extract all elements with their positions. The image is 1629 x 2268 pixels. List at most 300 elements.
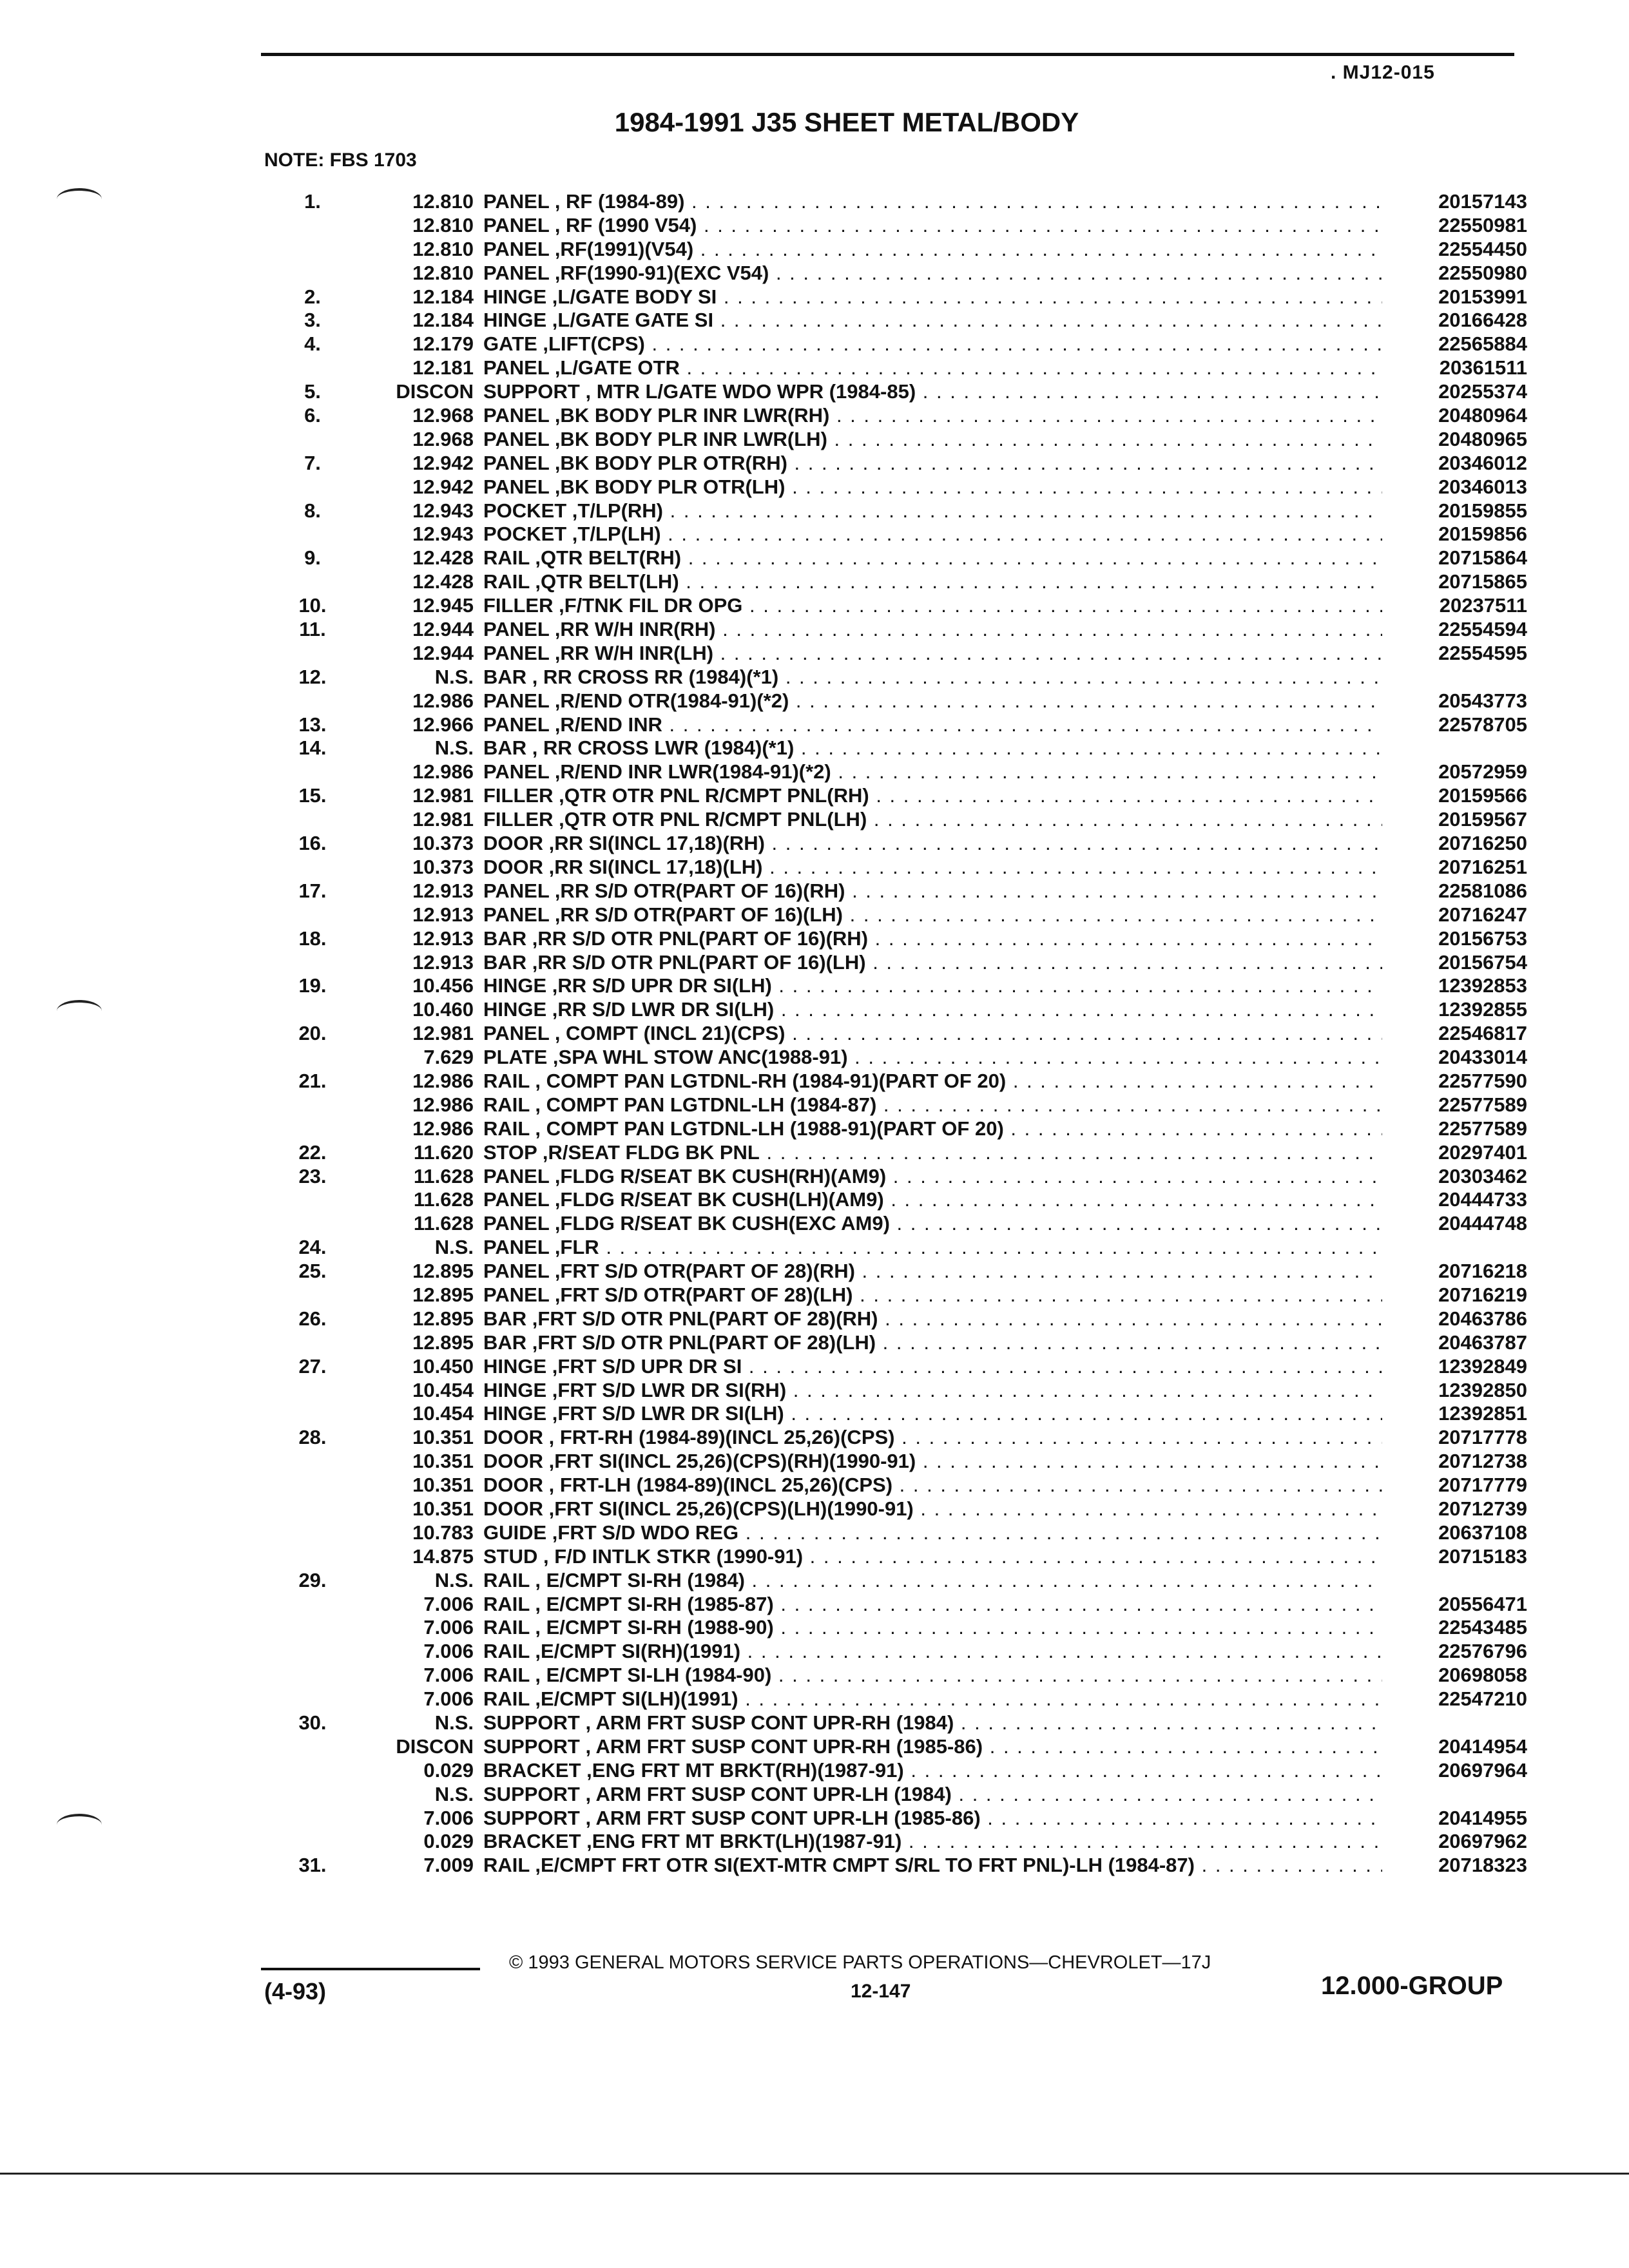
description-cell [483,1283,1382,1307]
part-description: RAIL , E/CMPT SI-RH (1988-90) . . . [483,1616,1382,1639]
parts-row [277,238,1527,262]
parts-row [277,1830,1527,1854]
part-number: 22543485 [1438,1616,1527,1639]
group-code: 12.986 [412,1093,474,1116]
part-number: 20237511 [1439,594,1527,617]
group-code: 12.944 [412,618,474,641]
description-cell [483,1545,1382,1569]
parts-row [277,1759,1527,1783]
part-number: 20716219 [1438,1283,1527,1306]
part-number: 20715864 [1438,546,1527,570]
group-code: 12.913 [412,879,474,902]
part-description: PANEL , COMPT (INCL 21)(CPS) . . . [483,1022,1382,1044]
reference-number: 2. [304,285,321,308]
part-description: BAR , RR CROSS RR (1984)(*1) . . . [483,666,1382,688]
part-description: PANEL , RF (1990 V54) . . . [483,214,1382,236]
part-number: 20697962 [1438,1830,1527,1853]
group-code: 7.006 [423,1640,474,1663]
reference-number: 20. [298,1022,327,1045]
part-number: 22577590 [1438,1069,1527,1092]
description-cell [483,666,1382,689]
group-number: 12.000-GROUP [1321,1972,1503,2000]
parts-row [277,784,1527,808]
description-cell [483,214,1382,238]
group-code: 12.913 [412,950,474,974]
description-cell [483,452,1382,476]
reference-number: 15. [298,784,327,807]
parts-row [277,1545,1527,1569]
group-code: 12.810 [412,261,474,284]
part-description: SUPPORT , ARM FRT SUSP CONT UPR-RH (1985-86) . . . [483,1735,1382,1758]
part-number: 20712738 [1438,1450,1527,1473]
part-number: 22581086 [1438,879,1527,902]
reference-number: 13. [298,713,327,736]
parts-row [277,570,1527,594]
part-description: PANEL , RF (1984-89) . . . [483,190,1382,213]
description-cell [483,1687,1382,1711]
part-description: BAR ,RR S/D OTR PNL(PART OF 16)(RH) . . . [483,927,1382,950]
parts-row [277,1402,1527,1426]
description-cell [483,1521,1382,1545]
group-code: 12.895 [412,1307,474,1330]
description-cell [483,974,1382,998]
group-code: 10.456 [412,974,474,997]
description-cell [483,1260,1382,1283]
parts-row [277,214,1527,238]
group-code: 10.783 [412,1521,474,1544]
reference-number: 25. [298,1260,327,1283]
group-code: 7.006 [423,1616,474,1639]
group-code: 11.620 [413,1140,474,1164]
part-number: 20715183 [1438,1544,1527,1568]
part-description: PANEL ,RF(1990-91)(EXC V54) . . . [483,262,1382,284]
part-description: PANEL ,RR S/D OTR(PART OF 16)(RH) . . . [483,879,1382,902]
parts-row [277,760,1527,784]
group-code: 12.913 [412,927,474,950]
parts-row [277,1046,1527,1070]
group-code: 12.968 [412,404,474,427]
reference-number: 10. [298,594,327,617]
group-code: 7.006 [423,1687,474,1711]
parts-row [277,642,1527,666]
description-cell [483,1117,1382,1141]
punch-hole-mark [57,1000,102,1022]
group-code: 12.986 [412,760,474,783]
part-number: 20572959 [1438,760,1527,783]
description-cell [483,1141,1382,1165]
reference-number: 19. [298,974,327,997]
description-cell [483,927,1382,951]
parts-row [277,1165,1527,1189]
part-description: DOOR ,RR SI(INCL 17,18)(LH) . . . [483,856,1382,878]
reference-number: 21. [298,1069,327,1092]
description-cell [483,1331,1382,1355]
part-description: SUPPORT , ARM FRT SUSP CONT UPR-RH (1984) . . . [483,1711,1382,1734]
group-code: 12.945 [412,594,474,617]
part-number: 12392850 [1438,1378,1527,1401]
part-description: HINGE ,L/GATE BODY SI . . . [483,285,1382,308]
parts-row [277,1474,1527,1497]
group-code: 12.810 [412,237,474,260]
group-code: 11.628 [413,1164,474,1187]
part-description: DOOR ,FRT SI(INCL 25,26)(CPS)(LH)(1990-91) . . . [483,1497,1382,1520]
parts-row [277,1307,1527,1331]
parts-row [277,618,1527,642]
reference-number: 30. [298,1711,327,1734]
description-cell [483,356,1382,380]
parts-row [277,1212,1527,1236]
group-code: 10.450 [412,1354,474,1378]
description-cell [483,546,1382,570]
description-cell [483,1165,1382,1189]
parts-row [277,262,1527,285]
reference-number: 5. [304,380,321,403]
parts-row [277,356,1527,380]
reference-number: 22. [298,1140,327,1164]
description-cell [483,1616,1382,1640]
part-number: 20712739 [1438,1497,1527,1520]
group-code: 10.454 [412,1378,474,1401]
parts-row [277,903,1527,927]
part-number: 12392853 [1438,974,1527,997]
reference-number: 31. [298,1854,327,1877]
group-code: N.S. [434,736,474,760]
part-description: RAIL , E/CMPT SI-RH (1984) . . . [483,1569,1382,1591]
parts-row [277,808,1527,832]
part-number: 22577589 [1438,1093,1527,1116]
description-cell [483,1307,1382,1331]
group-code: 11.628 [413,1212,474,1235]
group-code: 12.944 [412,641,474,664]
part-description: BAR , RR CROSS LWR (1984)(*1) . . . [483,736,1382,759]
punch-hole-mark [57,1814,102,1836]
description-cell [483,570,1382,594]
part-number: 12392849 [1438,1354,1527,1378]
part-number: 20716218 [1438,1260,1527,1283]
parts-row [277,285,1527,309]
parts-row [277,190,1527,214]
parts-row [277,1141,1527,1165]
parts-row [277,404,1527,428]
parts-row [277,1569,1527,1593]
parts-row [277,1616,1527,1640]
description-cell [483,380,1382,404]
part-number: 20698058 [1438,1664,1527,1687]
description-cell [483,998,1382,1022]
part-description: RAIL , E/CMPT SI-LH (1984-90) . . . [483,1664,1382,1686]
punch-hole-mark [57,188,102,210]
part-number: 20303462 [1438,1164,1527,1187]
description-cell [483,594,1382,618]
description-cell [483,808,1382,832]
part-number: 20463786 [1438,1307,1527,1330]
description-cell [483,1046,1382,1070]
parts-row [277,1735,1527,1759]
part-description: PANEL ,BK BODY PLR INR LWR(RH) . . . [483,404,1382,427]
parts-row [277,1283,1527,1307]
part-description: HINGE ,RR S/D UPR DR SI(LH) . . . [483,974,1382,997]
parts-row [277,546,1527,570]
part-number: 20346013 [1438,475,1527,498]
part-description: DOOR , FRT-LH (1984-89)(INCL 25,26)(CPS) . . . [483,1474,1382,1496]
description-cell [483,689,1382,713]
part-description: PANEL ,BK BODY PLR OTR(LH) . . . [483,476,1382,498]
part-description: RAIL , COMPT PAN LGTDNL-RH (1984-91)(PART OF 20) . . . [483,1070,1382,1092]
parts-row [277,594,1527,618]
description-cell [483,713,1382,737]
parts-row [277,1687,1527,1711]
document-id: . MJ12-015 [1331,62,1435,83]
part-number: 22565884 [1438,332,1527,356]
group-code: N.S. [434,1782,474,1805]
parts-row [277,1260,1527,1283]
reference-number: 4. [304,332,321,356]
group-code: 12.942 [412,475,474,498]
description-cell [483,1188,1382,1212]
reference-number: 11. [299,618,326,641]
parts-row [277,452,1527,476]
parts-row [277,879,1527,903]
part-number: 20556471 [1438,1592,1527,1615]
part-description: PANEL ,FLDG R/SEAT BK CUSH(LH)(AM9) . . . [483,1188,1382,1211]
group-code: 12.810 [412,213,474,236]
parts-row [277,1664,1527,1687]
part-description: SUPPORT , ARM FRT SUSP CONT UPR-LH (1984) . . . [483,1783,1382,1805]
parts-row [277,1070,1527,1093]
part-number: 20718323 [1438,1854,1527,1877]
description-cell [483,856,1382,879]
group-code: 12.981 [412,1022,474,1045]
part-number: 20156754 [1438,950,1527,974]
parts-row [277,951,1527,975]
parts-row [277,736,1527,760]
parts-row [277,998,1527,1022]
description-cell [483,1093,1382,1117]
parts-row [277,1783,1527,1807]
description-cell [483,1807,1382,1831]
group-code: 7.009 [423,1854,474,1877]
revision-date: (4-93) [264,1978,327,2004]
description-cell [483,1640,1382,1664]
description-cell [483,1474,1382,1497]
reference-number: 6. [304,404,321,427]
parts-row [277,974,1527,998]
parts-row [277,856,1527,879]
part-description: GATE ,LIFT(CPS) . . . [483,332,1382,355]
group-code: 12.986 [412,1117,474,1140]
part-number: 20159566 [1438,784,1527,807]
part-description: PANEL ,FLR . . . [483,1236,1382,1258]
parts-row [277,1521,1527,1545]
part-number: 20157143 [1438,190,1527,213]
part-number: 20361511 [1439,356,1527,380]
part-number: 20444733 [1438,1188,1527,1211]
part-description: PANEL ,BK BODY PLR OTR(RH) . . . [483,452,1382,474]
part-description: BAR ,FRT S/D OTR PNL(PART OF 28)(LH) . . . [483,1331,1382,1354]
group-code: 10.351 [412,1474,474,1497]
part-number: 20543773 [1438,689,1527,712]
parts-row [277,1711,1527,1735]
group-code: 7.006 [423,1592,474,1615]
part-description: PANEL ,RF(1991)(V54) . . . [483,238,1382,260]
part-description: PANEL ,FRT S/D OTR(PART OF 28)(LH) . . . [483,1283,1382,1306]
page-number: 12-147 [851,1981,911,2002]
description-cell [483,1379,1382,1403]
part-description: RAIL ,E/CMPT SI(LH)(1991) . . . [483,1687,1382,1710]
part-number: 20716250 [1438,832,1527,855]
parts-row [277,380,1527,404]
description-cell [483,262,1382,285]
reference-number: 3. [304,309,321,332]
part-description: DOOR ,FRT SI(INCL 25,26)(CPS)(RH)(1990-91) . . . [483,1450,1382,1472]
parts-row [277,332,1527,356]
parts-row [277,1426,1527,1450]
group-code: 10.351 [412,1497,474,1520]
group-code: 10.454 [412,1402,474,1425]
top-rule [261,53,1514,56]
part-number: 20444748 [1438,1212,1527,1235]
description-cell [483,238,1382,262]
part-number: 22576796 [1438,1640,1527,1663]
part-number: 22554595 [1438,641,1527,664]
description-cell [483,523,1382,546]
description-cell [483,1450,1382,1474]
parts-row [277,1379,1527,1403]
part-description: HINGE ,L/GATE GATE SI . . . [483,309,1382,331]
group-code: 14.875 [412,1544,474,1568]
part-number: 20716247 [1438,903,1527,926]
description-cell [483,1854,1382,1878]
part-description: POCKET ,T/LP(LH) . . . [483,523,1382,545]
parts-row [277,832,1527,856]
reference-number: 12. [298,665,327,688]
part-number: 20697964 [1438,1758,1527,1782]
part-number: 22578705 [1438,713,1527,736]
part-number: 20433014 [1438,1046,1527,1069]
description-cell [483,404,1382,428]
parts-row [277,309,1527,332]
part-description: BRACKET ,ENG FRT MT BRKT(LH)(1987-91) . . . [483,1830,1382,1852]
parts-row [277,713,1527,737]
parts-row [277,1022,1527,1046]
part-number: 12392855 [1438,998,1527,1021]
description-cell [483,476,1382,499]
part-description: RAIL ,QTR BELT(LH) . . . [483,570,1382,593]
parts-row [277,499,1527,523]
parts-row [277,523,1527,546]
description-cell [483,1355,1382,1379]
bottom-rule [0,2173,1629,2175]
page-title: 1984-1991 J35 SHEET METAL/BODY [614,107,1079,137]
description-cell [483,879,1382,903]
description-cell [483,1426,1382,1450]
part-number: 20153991 [1438,285,1527,308]
description-cell [483,1664,1382,1687]
parts-row [277,1331,1527,1355]
part-description: BRACKET ,ENG FRT MT BRKT(RH)(1987-91) . . . [483,1759,1382,1782]
reference-number: 7. [304,451,321,474]
group-code: 0.029 [423,1830,474,1853]
part-description: STUD , F/D INTLK STKR (1990-91) . . . [483,1545,1382,1568]
group-code: 12.428 [412,546,474,570]
group-code: N.S. [434,1711,474,1734]
part-number: 20480965 [1438,427,1527,450]
description-cell [483,1759,1382,1783]
part-number: 20414954 [1438,1735,1527,1758]
description-cell [483,428,1382,452]
part-description: SUPPORT , MTR L/GATE WDO WPR (1984-85) . . . [483,380,1382,403]
group-code: 12.981 [412,784,474,807]
parts-row [277,1640,1527,1664]
parts-row [277,1188,1527,1212]
part-description: RAIL ,QTR BELT(RH) . . . [483,546,1382,569]
description-cell [483,1402,1382,1426]
part-number: 20480964 [1438,404,1527,427]
description-cell [483,618,1382,642]
group-code: 12.981 [412,808,474,831]
parts-row [277,1593,1527,1617]
group-code: 10.373 [412,855,474,878]
group-code: 10.460 [412,998,474,1021]
part-description: PANEL ,BK BODY PLR INR LWR(LH) . . . [483,428,1382,450]
group-code: 12.968 [412,427,474,450]
part-description: HINGE ,FRT S/D LWR DR SI(RH) . . . [483,1379,1382,1401]
description-cell [483,1236,1382,1260]
part-number: 22546817 [1438,1022,1527,1045]
copyright-line: © 1993 GENERAL MOTORS SERVICE PARTS OPERATIONS—CHEVROLET—17J [509,1952,1211,1973]
part-description: DOOR ,RR SI(INCL 17,18)(RH) . . . [483,832,1382,854]
description-cell [483,1830,1382,1854]
part-number: 20463787 [1438,1331,1527,1354]
part-description: BAR ,RR S/D OTR PNL(PART OF 16)(LH) . . . [483,951,1382,974]
description-cell [483,784,1382,808]
part-description: PANEL ,RR W/H INR(RH) . . . [483,618,1382,640]
group-code: 12.810 [412,190,474,213]
part-description: RAIL , COMPT PAN LGTDNL-LH (1988-91)(PART OF 20) . . . [483,1117,1382,1140]
reference-number: 8. [304,499,321,522]
parts-row [277,1117,1527,1141]
description-cell [483,190,1382,214]
reference-number: 1. [304,190,321,213]
parts-list [277,190,1527,1878]
description-cell [483,1593,1382,1617]
parts-row [277,1355,1527,1379]
group-code: 10.373 [412,832,474,855]
part-description: PANEL ,RR W/H INR(LH) . . . [483,642,1382,664]
parts-row [277,666,1527,689]
part-description: STOP ,R/SEAT FLDG BK PNL . . . [483,1141,1382,1164]
part-number: 20159856 [1438,523,1527,546]
part-number: 22547210 [1438,1687,1527,1711]
part-description: POCKET ,T/LP(RH) . . . [483,499,1382,522]
group-code: 12.895 [412,1331,474,1354]
description-cell [483,1711,1382,1735]
part-description: PANEL ,FRT S/D OTR(PART OF 28)(RH) . . . [483,1260,1382,1282]
part-number: 20637108 [1438,1521,1527,1544]
description-cell [483,760,1382,784]
description-cell [483,736,1382,760]
reference-number: 27. [298,1354,327,1378]
description-cell [483,1735,1382,1759]
reference-number: 9. [304,546,321,570]
part-description: BAR ,FRT S/D OTR PNL(PART OF 28)(RH) . . . [483,1307,1382,1330]
group-code: 12.966 [412,713,474,736]
part-number: 20159855 [1438,499,1527,522]
part-number: 20717779 [1438,1474,1527,1497]
part-number: 22550981 [1438,213,1527,236]
group-code: 12.895 [412,1260,474,1283]
description-cell [483,1569,1382,1593]
